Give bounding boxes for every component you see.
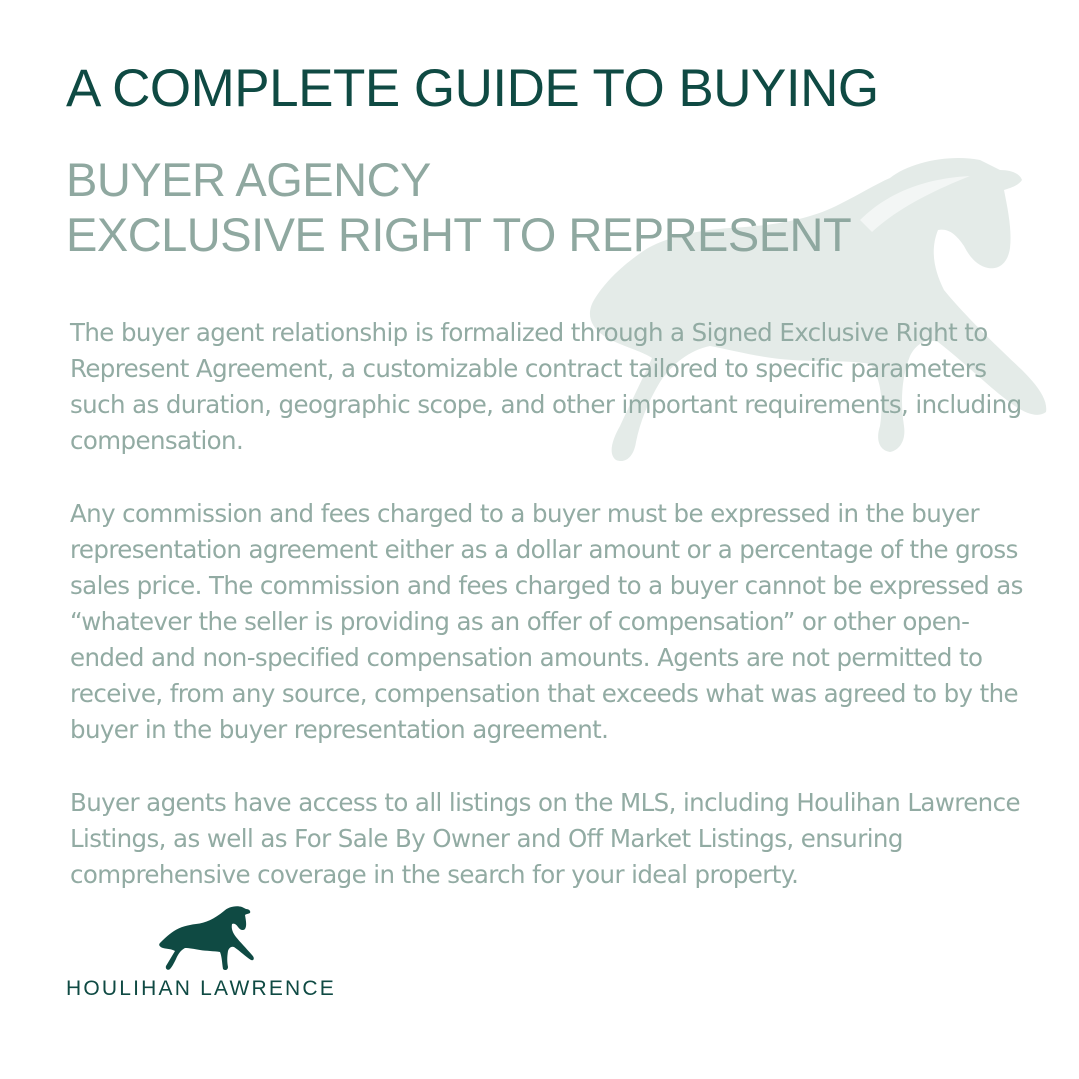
- paragraph-commission: Any commission and fees charged to a buyer must be expressed in the buyer representation agreement either as a dollar amount or a percentage of the gross sales price. The commission and fees charged to a buyer cannot be expressed as “whatever the seller is providing as an offer of compensation” or other open-ended and non-specified compensation amounts. Agents are not permitted to receive, from any source, compensation that exceeds what was agreed to by the buyer in the buyer representation agreement.: [70, 499, 1023, 744]
- paragraph-agreement: The buyer agent relationship is formalized through a Signed Exclusive Right to Represent Agreement, a customizable contract tailored to specific parameters such as duration, geographic scope, and other important requirements, including compensation.: [70, 318, 1022, 455]
- brand-name: HOULIHAN LAWRENCE: [66, 977, 336, 1000]
- page-subtitle: [66, 152, 851, 262]
- page-title: A COMPLETE GUIDE TO BUYING: [66, 59, 879, 118]
- subtitle-line-2: EXCLUSIVE RIGHT TO REPRESENT: [66, 208, 852, 261]
- paragraph-listings-access: Buyer agents have access to all listings on the MLS, including Houlihan Lawrence Listings, as well as For Sale By Owner and Off Market Listings, ensuring comprehensive coverage in the search for your ideal property.: [70, 788, 1020, 889]
- subtitle-line-1: BUYER AGENCY: [66, 153, 431, 206]
- brand-logo: [66, 905, 356, 1005]
- horse-icon: [158, 905, 258, 971]
